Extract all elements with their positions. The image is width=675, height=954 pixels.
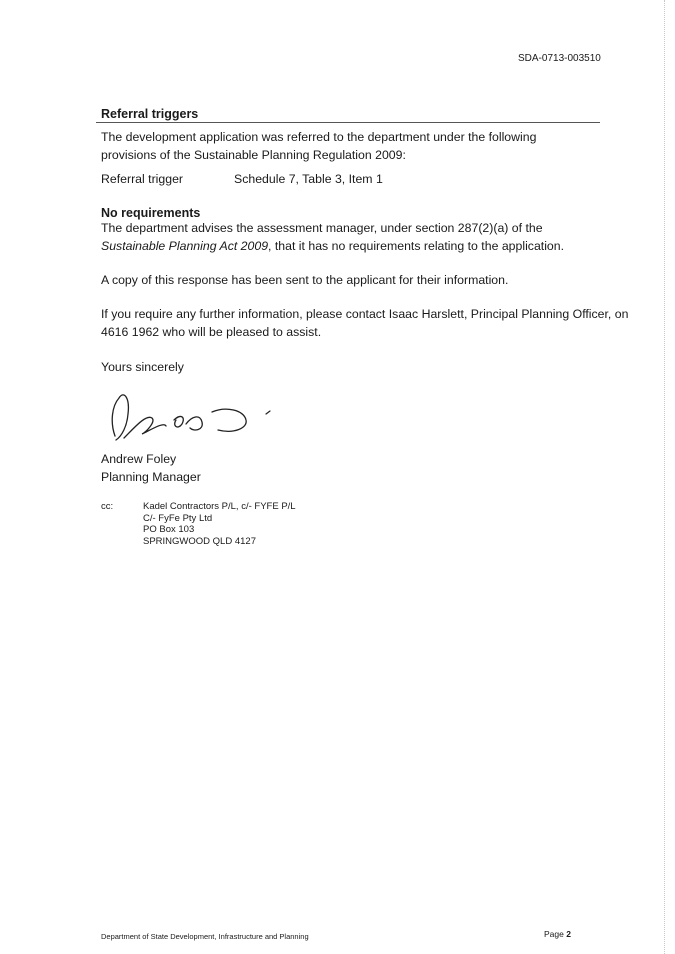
cc-label: cc: [101,501,114,512]
cc-line: Kadel Contractors P/L, c/- FYFE P/L [143,501,296,512]
page-label: Page [544,929,564,939]
no-requirements-line-1: The department advises the assessment manager, under section 287(2)(a) of the [101,221,543,235]
cc-address [143,501,296,547]
footer-department: Department of State Development, Infrastructure and Planning [101,932,309,941]
referral-line-2: provisions of the Sustainable Planning Regulation 2009: [101,147,406,162]
signatory-title: Planning Manager [101,469,201,484]
no-requirements-paragraph [101,220,641,255]
reference-number: SDA-0713-003510 [518,53,601,64]
referral-line-1: The development application was referred to the department under the following [101,130,537,144]
referral-trigger-value: Schedule 7, Table 3, Item 1 [234,172,383,186]
referral-trigger-label: Referral trigger [101,172,184,186]
referral-paragraph [101,129,641,164]
cc-line: C/- FyFe Pty Ltd [143,512,213,524]
cc-line: PO Box 103 [143,524,195,536]
signatory-block [101,451,201,486]
no-requirements-line-2-rest: , that it has no requirements relating to the application. [268,238,565,253]
page-edge-divider [664,0,665,954]
page-number: 2 [566,929,571,939]
copy-note: A copy of this response has been sent to the applicant for their information. [101,273,509,287]
signature-image [106,384,281,446]
referral-triggers-heading: Referral triggers [101,107,199,121]
no-requirements-line-2 [101,238,641,256]
closing: Yours sincerely [101,360,184,374]
section-divider [96,122,600,123]
signatory-name: Andrew Foley [101,452,177,466]
act-name: Sustainable Planning Act 2009 [101,238,269,253]
footer-page [544,929,571,939]
contact-paragraph [101,306,641,341]
contact-line-2: 4616 1962 who will be pleased to assist. [101,324,322,339]
contact-line-1: If you require any further information, please contact Isaac Harslett, Principal Planning Officer, on [101,307,629,321]
cc-line: SPRINGWOOD QLD 4127 [143,535,256,547]
no-requirements-heading: No requirements [101,206,201,220]
